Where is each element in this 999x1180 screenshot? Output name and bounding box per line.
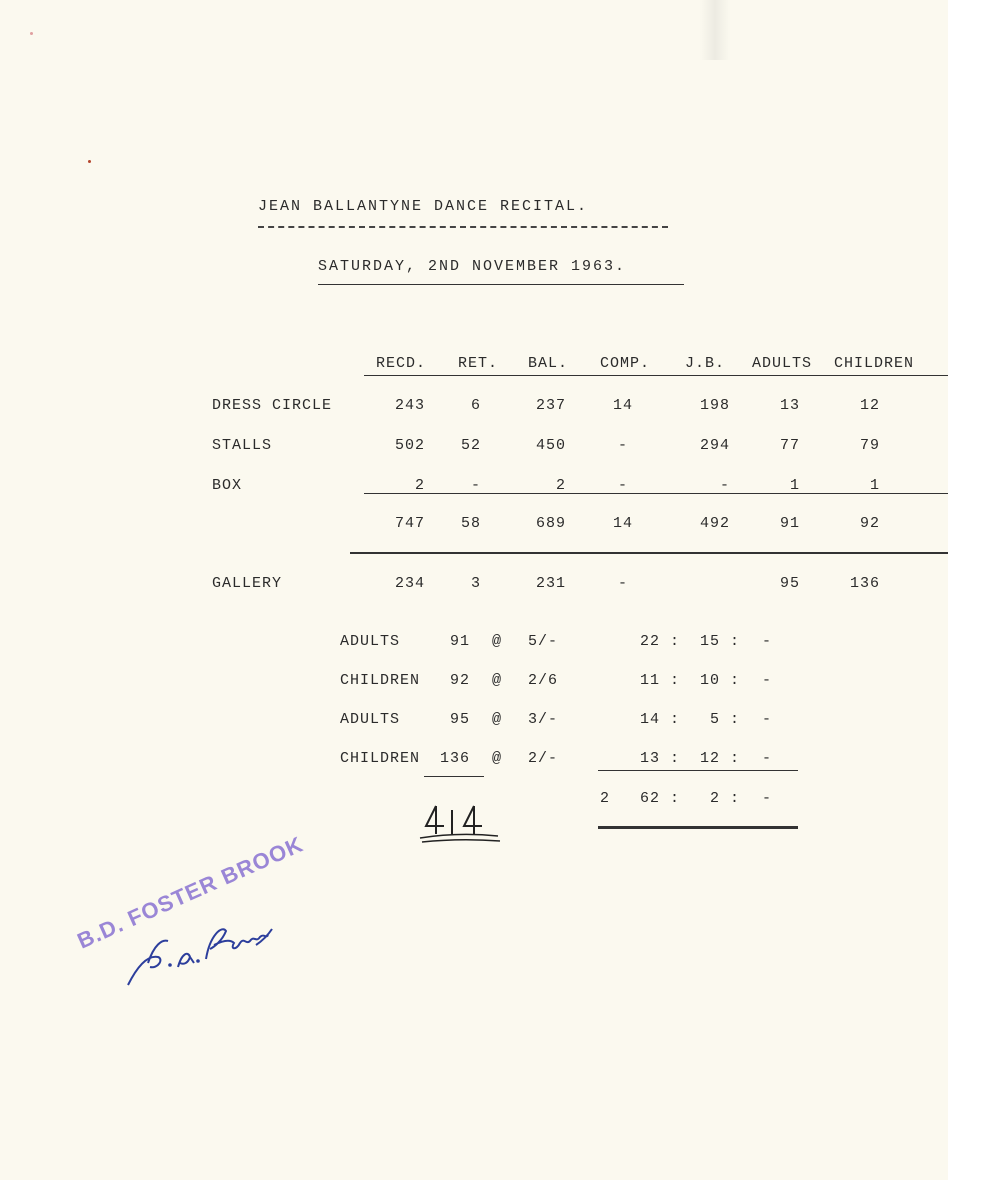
cell: 231 — [535, 575, 566, 592]
separator: : — [670, 633, 681, 650]
price-rate: 3/- — [528, 711, 559, 728]
ink-speck — [30, 32, 33, 35]
cell: 77 — [779, 437, 800, 454]
document-title: JEAN BALLANTYNE DANCE RECITAL. — [258, 198, 589, 215]
cell: 294 — [699, 437, 730, 454]
row-label-stalls: STALLS — [212, 437, 273, 454]
price-rate: 2/- — [528, 750, 559, 767]
separator: : — [730, 633, 741, 650]
cell: 502 — [394, 437, 425, 454]
cell: 14 — [612, 397, 633, 414]
header-recd: RECD. — [376, 355, 427, 372]
grand-total-pence: - — [762, 790, 773, 807]
separator: : — [730, 672, 741, 689]
stamp-text: B.D. FOSTER BROOK — [73, 831, 307, 954]
cell: - — [719, 477, 730, 494]
header-adults: ADULTS — [752, 355, 813, 372]
total-cell: 747 — [394, 515, 425, 532]
header-jb: J.B. — [685, 355, 726, 372]
cell: 95 — [779, 575, 800, 592]
header-ret: RET. — [458, 355, 499, 372]
price-pence: - — [762, 633, 773, 650]
cell: 1 — [789, 477, 800, 494]
price-at: @ — [492, 750, 503, 767]
cell: 2 — [414, 477, 425, 494]
price-rate: 5/- — [528, 633, 559, 650]
date-underline — [318, 284, 684, 285]
handwritten-total-glyph — [418, 798, 508, 848]
price-shillings: 15 — [699, 633, 720, 650]
total-cell: 492 — [699, 515, 730, 532]
separator: : — [730, 711, 741, 728]
cell: 234 — [394, 575, 425, 592]
price-pounds: 22 — [639, 633, 660, 650]
price-pence: - — [762, 750, 773, 767]
cell: 13 — [779, 397, 800, 414]
price-shillings: 10 — [699, 672, 720, 689]
total-cell: 689 — [535, 515, 566, 532]
cell: - — [617, 437, 628, 454]
price-label: ADULTS — [340, 633, 401, 650]
separator: : — [670, 711, 681, 728]
total-cell: 14 — [612, 515, 633, 532]
cell: - — [617, 575, 628, 592]
price-qty: 91 — [449, 633, 470, 650]
price-pounds: 11 — [639, 672, 660, 689]
separator: : — [670, 750, 681, 767]
totals-rule — [350, 552, 948, 554]
price-at: @ — [492, 711, 503, 728]
price-pounds: 14 — [639, 711, 660, 728]
total-cell: 91 — [779, 515, 800, 532]
row-label-box: BOX — [212, 477, 243, 494]
price-pence: - — [762, 711, 773, 728]
price-qty: 136 — [439, 750, 470, 767]
cell: 3 — [470, 575, 481, 592]
cell: 1 — [869, 477, 880, 494]
cell: 243 — [394, 397, 425, 414]
price-label: CHILDREN — [340, 750, 421, 767]
cell: 52 — [460, 437, 481, 454]
cell: 6 — [470, 397, 481, 414]
cell: - — [470, 477, 481, 494]
price-pence: - — [762, 672, 773, 689]
ink-speck — [88, 160, 91, 163]
cell: 136 — [849, 575, 880, 592]
header-rule — [364, 375, 948, 376]
separator: : — [670, 790, 681, 807]
grand-total-pounds: 62 — [639, 790, 660, 807]
money-sum-rule — [598, 770, 798, 771]
cell: 2 — [555, 477, 566, 494]
grand-total-shillings: 2 — [709, 790, 720, 807]
price-rate: 2/6 — [528, 672, 559, 689]
document-date: SATURDAY, 2ND NOVEMBER 1963. — [318, 258, 627, 275]
total-cell: 58 — [460, 515, 481, 532]
price-label: CHILDREN — [340, 672, 421, 689]
separator: : — [670, 672, 681, 689]
grand-total-rule — [598, 826, 798, 829]
cell: 450 — [535, 437, 566, 454]
handwritten-total — [418, 798, 508, 853]
cell: 198 — [699, 397, 730, 414]
title-underline — [258, 226, 668, 228]
header-comp: COMP. — [600, 355, 651, 372]
price-label: ADULTS — [340, 711, 401, 728]
row-label-gallery: GALLERY — [212, 575, 283, 592]
price-shillings: 5 — [709, 711, 720, 728]
qty-sum-rule — [424, 776, 484, 777]
grand-total-prefix: 2 — [600, 790, 611, 807]
subtotal-rule — [364, 493, 948, 494]
header-children: CHILDREN — [834, 355, 915, 372]
total-cell: 92 — [859, 515, 880, 532]
cell: 12 — [859, 397, 880, 414]
price-qty: 92 — [449, 672, 470, 689]
price-qty: 95 — [449, 711, 470, 728]
row-label-dress-circle: DRESS CIRCLE — [212, 397, 333, 414]
price-at: @ — [492, 633, 503, 650]
signature-glyph — [118, 905, 278, 995]
price-pounds: 13 — [639, 750, 660, 767]
cell: - — [617, 477, 628, 494]
separator: : — [730, 790, 741, 807]
paper-crease — [700, 0, 730, 60]
signature — [118, 905, 278, 1000]
price-at: @ — [492, 672, 503, 689]
separator: : — [730, 750, 741, 767]
cell: 79 — [859, 437, 880, 454]
price-shillings: 12 — [699, 750, 720, 767]
header-bal: BAL. — [528, 355, 569, 372]
cell: 237 — [535, 397, 566, 414]
